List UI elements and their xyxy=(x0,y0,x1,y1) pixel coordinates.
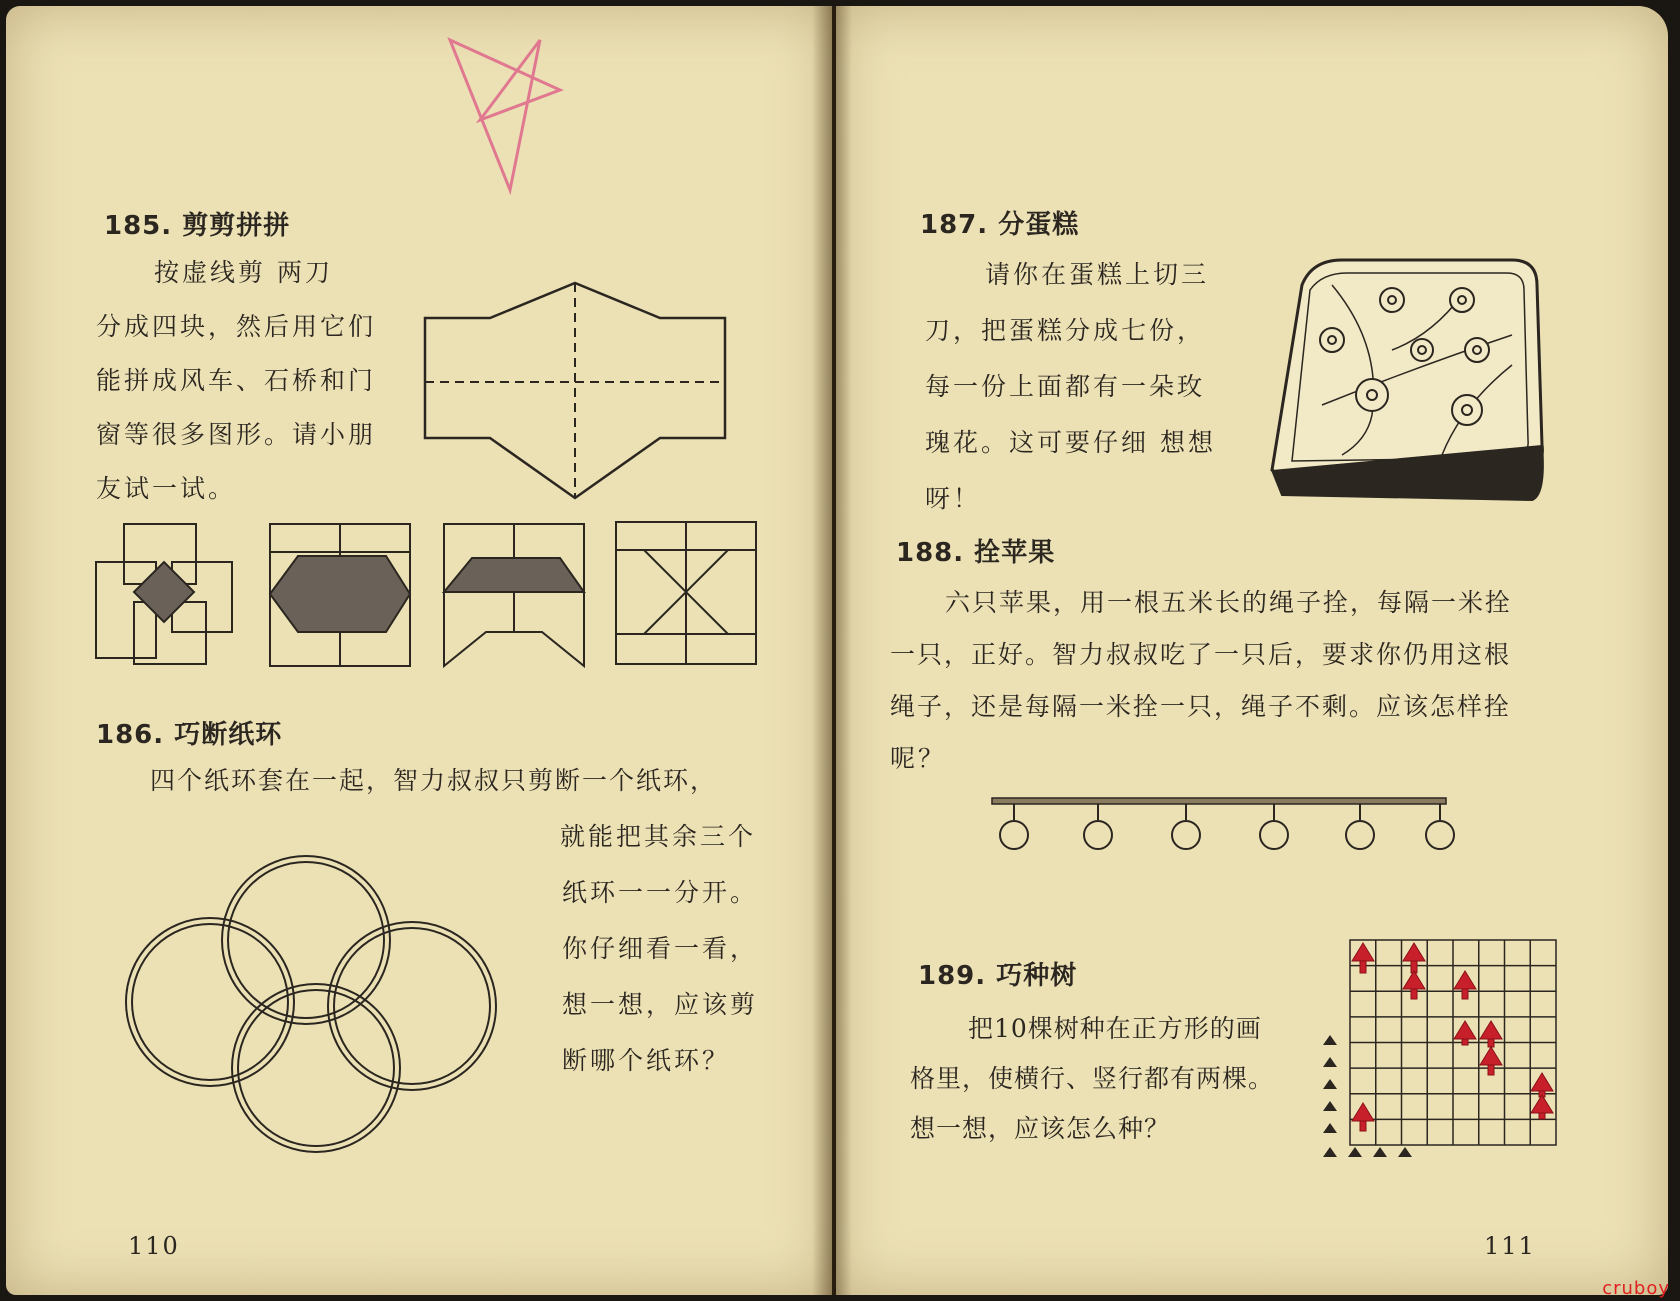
problem-187-title: 187. 分蛋糕 xyxy=(920,210,1080,240)
problem-186-line-3: 纸环一一分开。 xyxy=(562,878,759,907)
problem-188-line-4: 呢？ xyxy=(890,744,947,773)
archway-figure xyxy=(442,522,592,672)
problem-189-title: 189. 巧种树 xyxy=(918,961,1078,991)
problem-188-line-1: 六只苹果，用一根五米长的绳子拴，每隔一米拴 xyxy=(945,588,1513,617)
book-gutter xyxy=(812,6,852,1295)
problem-187-line-3: 每一份上面都有一朵玫 xyxy=(925,372,1206,401)
problem-187-line-1: 请你在蛋糕上切三 xyxy=(985,260,1210,289)
cake-figure xyxy=(1262,255,1552,505)
problem-185-line-2: 分成四块，然后用它们 xyxy=(96,312,377,341)
problem-189-line-2: 格里，使横行、竖行都有两棵。 xyxy=(910,1064,1275,1093)
problem-186-line-1: 四个纸环套在一起，智力叔叔只剪断一个纸环， xyxy=(150,766,718,795)
problem-188-line-2: 一只，正好。智力叔叔吃了一只后，要求你仍用这根 xyxy=(890,640,1512,669)
problem-189-line-1: 把10棵树种在正方形的画 xyxy=(968,1014,1262,1043)
pink-star-doodle xyxy=(430,20,590,200)
problem-185-title: 185. 剪剪拼拼 xyxy=(104,211,291,241)
pinwheel-figure xyxy=(94,522,244,672)
problem-187-line-5: 呀！ xyxy=(925,484,982,513)
window-figure xyxy=(614,520,764,670)
problem-187-line-2: 刀，把蛋糕分成七份， xyxy=(925,316,1206,345)
problem-186-line-6: 断哪个纸环？ xyxy=(562,1046,731,1075)
problem-189-line-3: 想一想，应该怎么种？ xyxy=(910,1114,1171,1143)
paper-rings-figure xyxy=(110,840,530,1160)
problem-185-line-5: 友试一试。 xyxy=(96,474,237,503)
tree-grid-figure xyxy=(1310,935,1560,1185)
problem-186-line-4: 你仔细看一看， xyxy=(562,934,759,963)
problem-188-line-3: 绳子，还是每隔一米拴一只，绳子不剩。应该怎样拴 xyxy=(890,692,1512,721)
stone-bridge-figure xyxy=(268,522,418,672)
watermark-text: cruboy xyxy=(1602,1278,1670,1299)
cut-shape-figure xyxy=(420,278,740,508)
page-number-left: 110 xyxy=(128,1232,180,1260)
problem-188-title: 188. 拴苹果 xyxy=(896,538,1056,568)
problem-187-line-4: 瑰花。这可要仔细 想想 xyxy=(925,428,1216,457)
page-number-right: 111 xyxy=(1484,1232,1536,1260)
problem-186-line-2: 就能把其余三个 xyxy=(560,822,757,851)
problem-185-line-1: 按虚线剪 两刀 xyxy=(154,258,333,287)
problem-185-line-3: 能拼成风车、石桥和门 xyxy=(96,366,377,395)
problem-185-line-4: 窗等很多图形。请小朋 xyxy=(96,420,377,449)
problem-186-title: 186. 巧断纸环 xyxy=(96,720,283,750)
problem-186-line-5: 想一想，应该剪 xyxy=(562,990,759,1019)
rope-apples-figure xyxy=(990,790,1450,880)
